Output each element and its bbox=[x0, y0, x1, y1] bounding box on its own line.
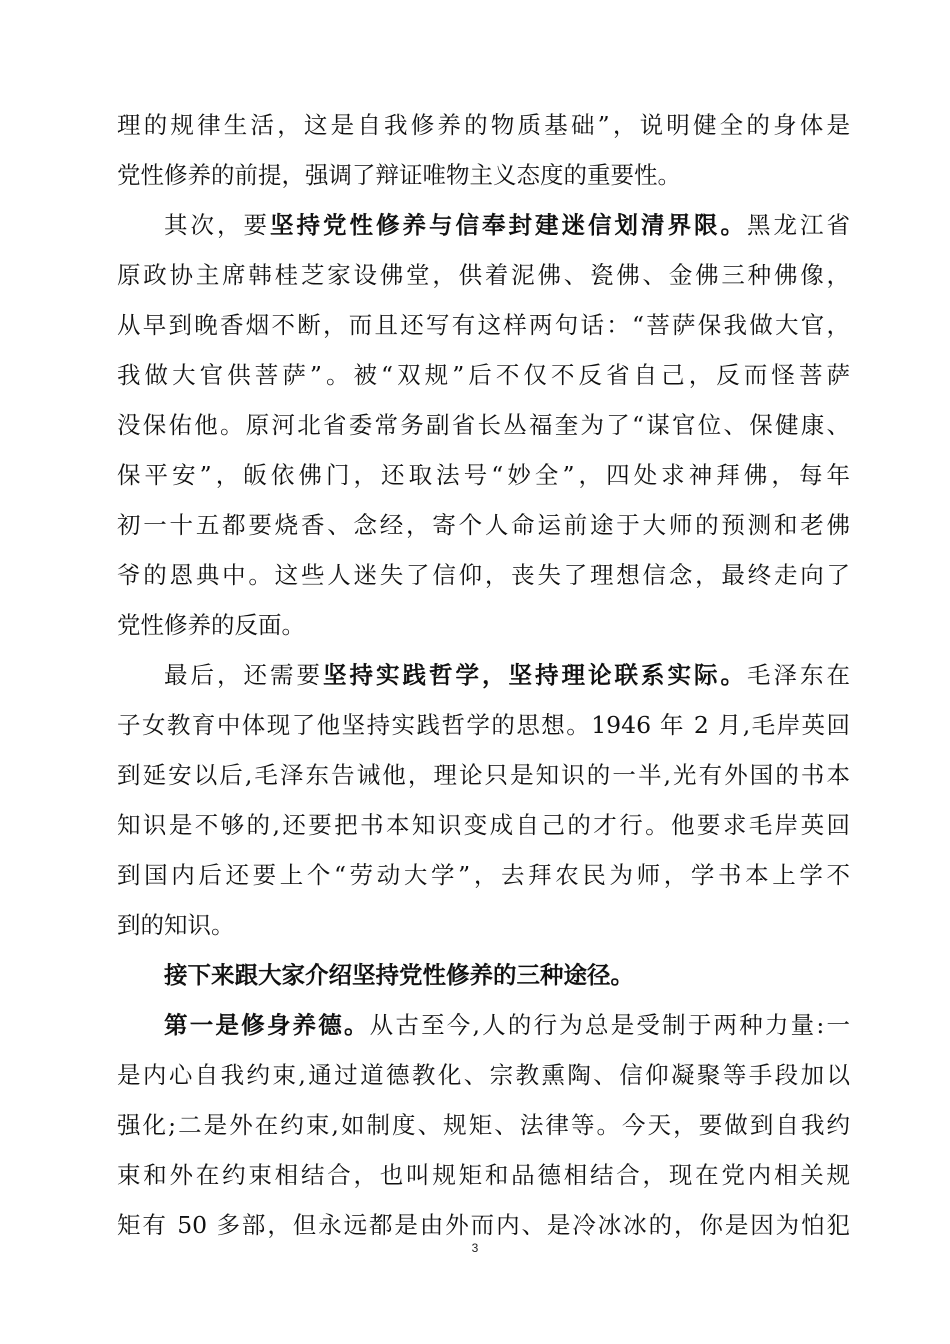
text-run: 我做大官供菩萨”。被“双规”后不仅不反省自己，反而怪菩萨 bbox=[117, 361, 850, 389]
text-run: 原政协主席韩桂芝家设佛堂，供着泥佛、瓷佛、金佛三种佛像， bbox=[117, 261, 850, 289]
text-line bbox=[117, 855, 850, 895]
text-run: 毛泽东在 bbox=[747, 661, 850, 689]
text-line bbox=[117, 105, 850, 145]
text-line bbox=[117, 805, 850, 845]
text-run: 党性修养的反面。 bbox=[117, 611, 305, 639]
text-line bbox=[117, 705, 850, 745]
text-run: 强化;二是外在约束,如制度、规矩、法律等。今天，要做到自我约 bbox=[117, 1111, 850, 1139]
text-run: 知识是不够的,还要把书本知识变成自己的才行。他要求毛岸英回 bbox=[117, 811, 850, 839]
text-line bbox=[117, 405, 850, 445]
text-line bbox=[117, 1055, 850, 1095]
text-line bbox=[117, 1205, 850, 1245]
text-run: 其次，要 bbox=[164, 211, 270, 239]
text-line bbox=[164, 955, 850, 995]
text-run: 矩有 50 多部，但永远都是由外而内、是冷冰冰的，你是因为怕犯 bbox=[117, 1211, 850, 1239]
text-run: 爷的恩典中。这些人迷失了信仰，丧失了理想信念，最终走向了 bbox=[117, 561, 850, 589]
bold-text: 接下来跟大家介绍坚持党性修养的三种途径。 bbox=[164, 961, 634, 989]
bold-text: 第一是修身养德。 bbox=[164, 1011, 370, 1039]
text-run: 从古至今,人的行为总是受制于两种力量:一 bbox=[369, 1011, 850, 1039]
text-run: 子女教育中体现了他坚持实践哲学的思想。1946 年 2 月,毛岸英回 bbox=[117, 711, 850, 739]
text-line bbox=[117, 355, 850, 395]
text-line bbox=[117, 755, 850, 795]
text-line bbox=[117, 455, 850, 495]
text-run: 到延安以后,毛泽东告诫他，理论只是知识的一半,光有外国的书本 bbox=[117, 761, 850, 789]
bold-text: 坚持党性修养与信奉封建迷信划清界限。 bbox=[270, 211, 747, 239]
text-run: 是内心自我约束,通过道德教化、宗教熏陶、信仰凝聚等手段加以 bbox=[117, 1061, 850, 1089]
text-run: 到国内后还要上个“劳动大学”，去拜农民为师，学书本上学不 bbox=[117, 861, 850, 889]
text-run: 到的知识。 bbox=[117, 911, 235, 939]
text-run: 党性修养的前提，强调了辩证唯物主义态度的重要性。 bbox=[117, 161, 681, 189]
text-line bbox=[117, 505, 850, 545]
text-line bbox=[117, 605, 850, 645]
page-number: 3 bbox=[471, 1241, 479, 1255]
text-line bbox=[164, 655, 850, 695]
text-line bbox=[117, 305, 850, 345]
text-line bbox=[117, 1155, 850, 1195]
bold-text: 坚持实践哲学，坚持理论联系实际。 bbox=[323, 661, 747, 689]
text-run: 最后，还需要 bbox=[164, 661, 323, 689]
text-line bbox=[117, 555, 850, 595]
text-line bbox=[117, 255, 850, 295]
text-run: 从早到晚香烟不断，而且还写有这样两句话：“菩萨保我做大官， bbox=[117, 311, 850, 339]
text-line bbox=[117, 1105, 850, 1145]
text-run: 黑龙江省 bbox=[747, 211, 850, 239]
text-run: 保平安”，皈依佛门，还取法号“妙全”，四处求神拜佛，每年 bbox=[117, 461, 850, 489]
text-run: 初一十五都要烧香、念经，寄个人命运前途于大师的预测和老佛 bbox=[117, 511, 850, 539]
text-run: 没保佑他。原河北省委常务副省长丛福奎为了“谋官位、保健康、 bbox=[117, 411, 850, 439]
text-line bbox=[164, 1005, 850, 1045]
text-line bbox=[117, 155, 850, 195]
text-line bbox=[164, 205, 850, 245]
text-run: 理的规律生活，这是自我修养的物质基础”，说明健全的身体是 bbox=[117, 111, 850, 139]
text-line bbox=[117, 905, 850, 945]
text-run: 束和外在约束相结合，也叫规矩和品德相结合，现在党内相关规 bbox=[117, 1161, 850, 1189]
